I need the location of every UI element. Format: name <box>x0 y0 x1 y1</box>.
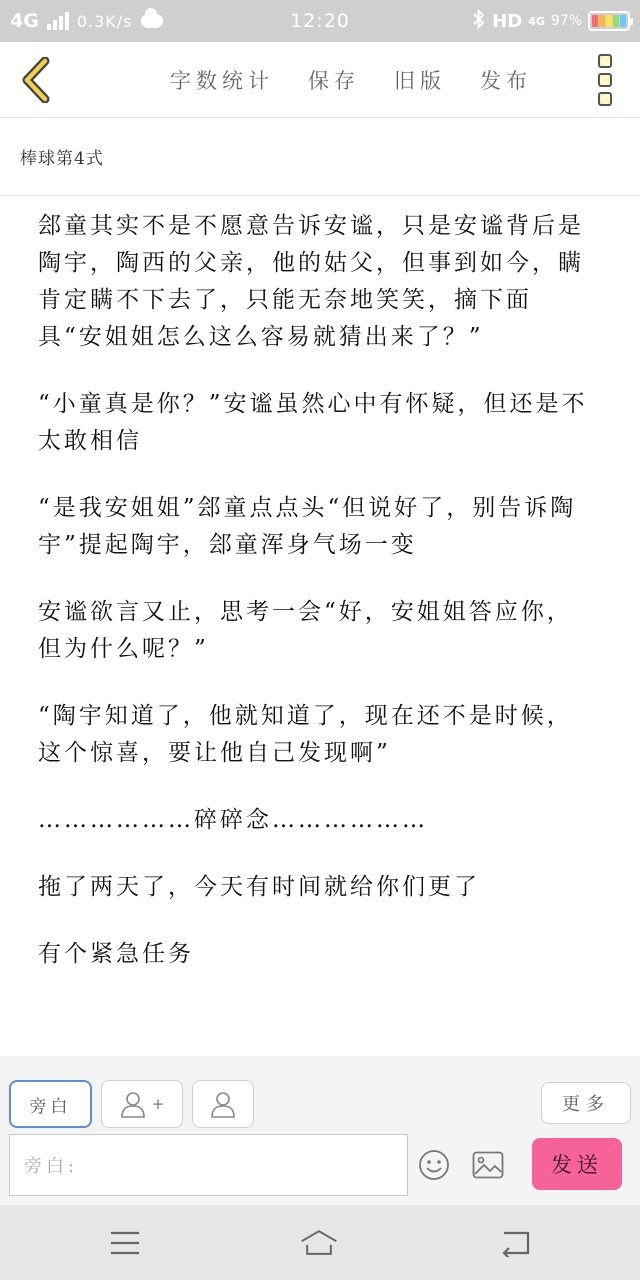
status-bar <box>0 0 640 42</box>
bluetooth-icon <box>472 9 486 34</box>
send-button[interactable]: 发送 <box>532 1138 622 1190</box>
back-arrow-icon <box>498 1229 532 1257</box>
user-role-button[interactable] <box>192 1080 254 1128</box>
network-type: 4G <box>10 10 39 32</box>
back-button[interactable] <box>12 54 60 106</box>
emoji-button[interactable] <box>418 1149 450 1181</box>
hamburger-icon <box>109 1230 141 1256</box>
publish-button[interactable]: 发布 <box>480 69 532 93</box>
user-add-icon <box>120 1090 146 1118</box>
hd-indicator: HD <box>492 10 523 32</box>
mobile-data-indicator: 4G <box>528 14 545 28</box>
network-speed: 0.3K/s <box>76 11 133 31</box>
chevron-left-icon <box>19 57 53 103</box>
add-role-button[interactable] <box>101 1080 183 1128</box>
image-icon <box>472 1151 504 1179</box>
paragraph: “陶宇知道了，他就知道了，现在还不是时候，这个惊喜，要让他自己发现啊” <box>38 703 573 766</box>
more-button[interactable]: 更多 <box>541 1082 631 1124</box>
story-content[interactable] <box>38 208 598 1003</box>
paragraph: 拖了两天了，今天有时间就给你们更了 <box>38 874 480 900</box>
composer-panel <box>0 1056 640 1205</box>
clock: 12:20 <box>290 10 350 32</box>
paragraph: 有个紧急任务 <box>38 941 194 967</box>
back-nav-button[interactable] <box>495 1225 535 1261</box>
user-icon <box>210 1090 236 1118</box>
cloud-icon <box>141 14 163 28</box>
editor-toolbar <box>0 42 640 118</box>
old-version-button[interactable]: 旧版 <box>394 69 446 93</box>
word-count-button[interactable]: 字数统计 <box>170 69 274 93</box>
system-nav-bar <box>0 1205 640 1280</box>
signal-icon <box>47 12 69 30</box>
save-button[interactable]: 保存 <box>308 69 360 93</box>
message-input[interactable]: 旁白: <box>9 1134 408 1196</box>
smiley-icon <box>418 1149 450 1181</box>
image-button[interactable] <box>472 1151 504 1179</box>
home-icon <box>299 1227 339 1259</box>
menu-nav-button[interactable] <box>105 1225 145 1261</box>
battery-icon <box>588 11 630 31</box>
title-row[interactable] <box>0 118 640 196</box>
battery-percent: 97% <box>550 13 582 29</box>
narrator-role-button[interactable] <box>9 1080 92 1128</box>
paragraph: 郐童其实不是不愿意告诉安谧，只是安谧背后是陶宇，陶西的父亲，他的姑父，但事到如今，瞒肯定瞒不下去了，只能无奈地笑笑，摘下面具“安姐姐怎么这么容易就猜出来了？” <box>38 213 584 350</box>
paragraph: “小童真是你？”安谧虽然心中有怀疑，但还是不太敢相信 <box>38 391 588 454</box>
paragraph: “是我安姐姐”郐童点点头“但说好了，别告诉陶宇”提起陶宇，郐童浑身气场一变 <box>38 495 577 558</box>
home-nav-button[interactable] <box>299 1225 339 1261</box>
paragraph: ………………碎碎念……………… <box>38 807 428 833</box>
story-title: 棒球第4式 <box>20 149 104 169</box>
plus-label: + <box>151 1095 165 1113</box>
narrator-label: 旁白 <box>29 1096 72 1117</box>
more-options-icon[interactable] <box>598 54 614 106</box>
paragraph: 安谧欲言又止，思考一会“好，安姐姐答应你，但为什么呢？” <box>38 599 573 662</box>
